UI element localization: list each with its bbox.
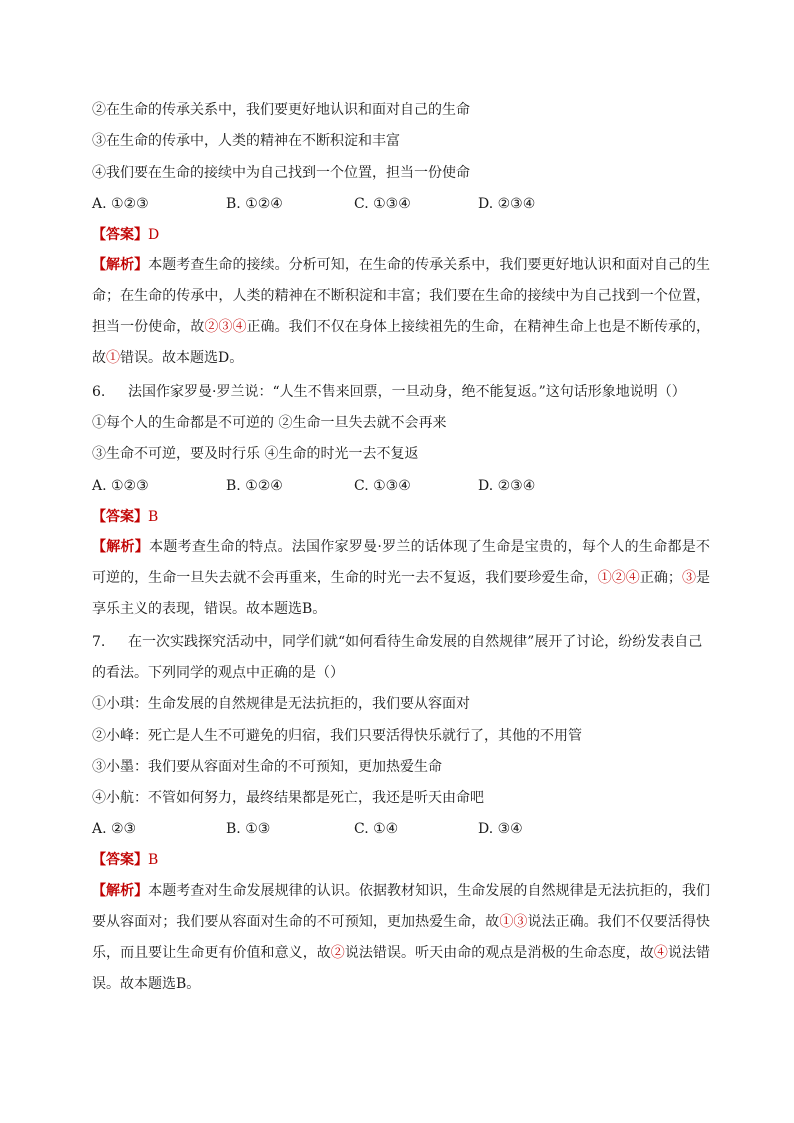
q5-option-a: A. ①②③ [92, 196, 149, 212]
q7-analysis [92, 876, 710, 1000]
analysis-text: 说法正确。我们不仅要活得快乐，而且要让生命更有价值和意义，故 [92, 914, 711, 961]
q7-item-1: ①小琪：生命发展的自然规律是无法抗拒的，我们要从容面对 [92, 696, 470, 712]
analysis-label: 【解析】 [92, 257, 149, 273]
q6-option-a: A. ①②③ [92, 478, 149, 494]
q6-option-b: B. ①②④ [226, 478, 283, 494]
analysis-highlight: ③ [681, 570, 697, 586]
q7-item-4: ④小航：不管如何努力，最终结果都是死亡，我还是听天由命吧 [92, 790, 484, 806]
answer-value: D [148, 227, 160, 243]
q5-item-3: ③在生命的传承中，人类的精神在不断积淀和丰富 [92, 133, 400, 149]
q7-number: 7. [92, 634, 106, 650]
q5-item-4: ④我们要在生命的接续中为自己找到一个位置，担当一份使命 [92, 165, 470, 181]
analysis-text: 本题考查对生命发展规律的认识。依据教材知识，生命发展的自然规律是无法抗拒的，我们要从容面对；我们要从容面对生命的不可预知，更加热爱生命，故 [92, 883, 710, 930]
q5-option-d: D. ②③④ [478, 196, 536, 212]
q7-item-3: ③小墨：我们要从容面对生命的不可预知，更加热爱生命 [92, 759, 442, 775]
analysis-text: 本题考查生命的特点。法国作家罗曼·罗兰的话体现了生命是宝贵的，每个人的生命都是不可逆的，生命一旦失去就不会再重来，生命的时光一去不复返，我们要珍爱生命， [92, 539, 710, 586]
analysis-text: B [176, 976, 187, 992]
answer-value: B [148, 509, 159, 525]
q5-item-2: ②在生命的传承关系中，我们要更好地认识和面对自己的生命 [92, 102, 470, 118]
q7-option-a: A. ②③ [92, 821, 137, 837]
q5-option-b: B. ①②④ [226, 196, 283, 212]
q6-items-1: ①每个人的生命都是不可逆的 ②生命一旦失去就不会再来 [92, 415, 447, 431]
q7-stem-line1 [92, 632, 702, 652]
q6-stem [92, 382, 686, 402]
q6-option-d: D. ②③④ [478, 478, 536, 494]
q5-answer [92, 225, 159, 245]
q6-items-2: ③生命不可逆，要及时行乐 ④生命的时光一去不复返 [92, 446, 419, 462]
analysis-text: D [218, 350, 230, 366]
analysis-text: 。 [229, 350, 244, 366]
q6-stem-text: 法国作家罗曼·罗兰说：“人生不售来回票，一旦动身，绝不能复返。”这句话形象地说明（） [128, 384, 686, 400]
q7-stem-text: 在一次实践探究活动中，同学们就“如何看待生命发展的自然规律”展开了讨论，纷纷发表自己 [128, 634, 703, 650]
analysis-text: 本题考查生命的接续。分析可知，在生命的传承关系中，我们要更好地认识和面对自己的生命；在生命的传承中，人类的精神在不断积淀和丰富；我们要在生命的接续中为自己找到一个位置，担当一份使命，故 [92, 257, 710, 335]
answer-value: B [148, 852, 159, 868]
analysis-text: B [302, 601, 313, 617]
q7-item-2: ②小峰：死亡是人生不可避免的归宿，我们只要活得快乐就行了，其他的不用管 [92, 728, 582, 744]
analysis-label: 【解析】 [92, 539, 150, 555]
q6-analysis [92, 532, 710, 625]
analysis-highlight: ②③④ [204, 319, 247, 335]
q6-answer [92, 507, 158, 527]
analysis-text: 正确。我们不仅在身体上接续祖先的生命，在精神生命上也是不断传承的，故 [92, 319, 711, 366]
analysis-highlight: ①②④ [597, 570, 640, 586]
analysis-text: 是享乐主义的表现，错误。故本题选 [92, 570, 711, 617]
q6-number: 6. [92, 384, 106, 400]
q5-option-c: C. ①③④ [354, 196, 411, 212]
q6-option-c: C. ①③④ [354, 478, 411, 494]
answer-label: 【答案】 [92, 227, 148, 243]
analysis-text: 。 [186, 976, 201, 992]
q5-analysis [92, 250, 710, 374]
answer-label: 【答案】 [92, 852, 148, 868]
answer-label: 【答案】 [92, 509, 148, 525]
q7-answer [92, 850, 158, 870]
analysis-label: 【解析】 [92, 883, 149, 899]
analysis-highlight: ①③ [499, 914, 528, 930]
q7-option-b: B. ①③ [226, 821, 271, 837]
analysis-text: 正确； [639, 570, 682, 586]
analysis-text: 说法错误。故本题选 [92, 945, 711, 992]
q7-option-c: C. ①④ [354, 821, 399, 837]
analysis-text: 。 [312, 601, 327, 617]
analysis-highlight: ② [330, 945, 345, 961]
analysis-text: 错误。故本题选 [120, 350, 218, 366]
analysis-highlight: ④ [653, 945, 668, 961]
q7-option-d: D. ③④ [478, 821, 523, 837]
analysis-highlight: ① [106, 350, 120, 366]
q7-stem-line2: 的看法。下列同学的观点中正确的是（） [92, 665, 344, 681]
analysis-text: 说法错误。听天由命的观点是消极的生命态度，故 [344, 945, 654, 961]
